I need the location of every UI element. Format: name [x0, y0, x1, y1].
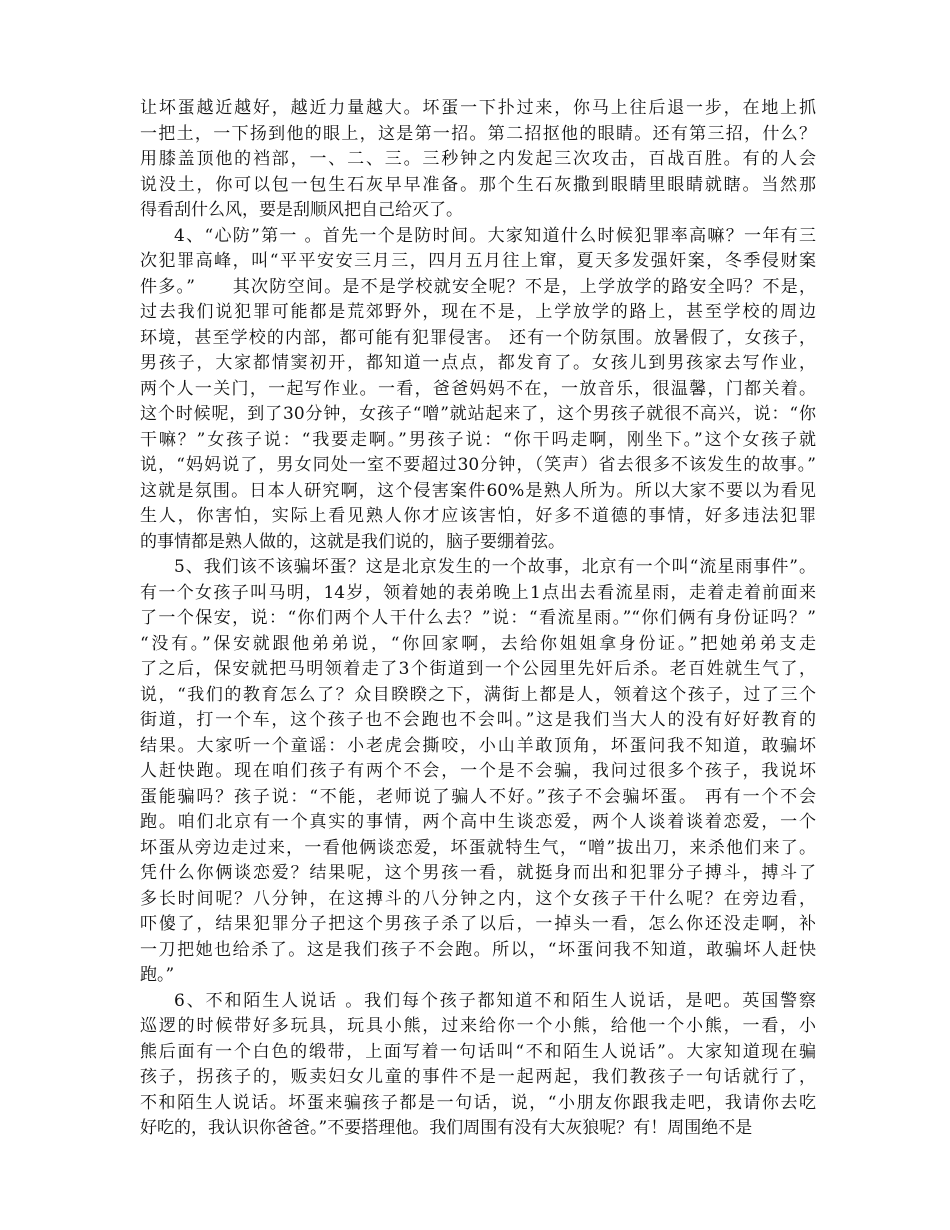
text-line: 多长时间呢？八分钟，在这搏斗的八分钟之内，这个女孩子干什么呢？在旁边看，	[140, 888, 816, 909]
text-line: 不和陌生人说话。坏蛋来骗孩子都是一句话，说，“小朋友你跟我走吧，我请你去吃	[140, 1092, 816, 1113]
text-line: 跑。”	[140, 965, 175, 985]
paragraph	[140, 555, 816, 989]
text-line: 一把土，一下扬到他的眼上，这是第一招。第二招抠他的眼睛。还有第三招，什么？	[140, 123, 816, 144]
text-line: 一刀把她也给杀了。这是我们孩子不会跑。所以，“坏蛋问我不知道，敢骗坏人赶快	[140, 939, 816, 960]
text-line: 生人，你害怕，实际上看见熟人你才应该害怕，好多不道德的事情，好多违法犯罪	[140, 506, 816, 526]
text-line: 说没土，你可以包一包生石灰早早准备。那个生石灰撒到眼睛里眼睛就瞎。当然那	[140, 174, 816, 195]
document-page	[140, 96, 816, 1142]
text-line: 5、我们该不该骗坏蛋？这是北京发生的一个故事，北京有一个叫“流星雨事件”。	[174, 557, 816, 577]
text-line: 巡逻的时候带好多玩具，玩具小熊，过来给你一个小熊，给他一个小熊，一看，小	[140, 1016, 816, 1036]
paragraph	[140, 989, 816, 1142]
text-line: 熊后面有一个白色的缎带，上面写着一句话叫“不和陌生人说话”。大家知道现在骗	[140, 1041, 816, 1062]
text-line: 男孩子，大家都情窦初开，都知道一点点，都发育了。女孩儿到男孩家去写作业，	[140, 353, 816, 373]
text-line: 人赶快跑。现在咱们孩子有两个不会，一个是不会骗，我问过很多个孩子，我说坏	[140, 761, 816, 781]
text-line: 这就是氛围。日本人研究啊，这个侵害案件60%是熟人所为。所以大家不要以为看见	[140, 480, 816, 501]
text-line: 吓傻了，结果犯罪分子把这个男孩子杀了以后，一掉头一看，怎么你还没走啊，补	[140, 914, 816, 934]
text-line: 了一个保安，说：“你们两个人干什么去？”说：“看流星雨。”“你们俩有身份证吗？”	[140, 608, 816, 628]
text-line: 孩子，拐孩子的，贩卖妇女儿童的事件不是一起两起，我们教孩子一句话就行了，	[140, 1067, 816, 1087]
text-line: 得看刮什么风，要是刮顺风把自己给灭了。	[140, 200, 463, 220]
text-line: 好吃的，我认识你爸爸。”不要搭理他。我们周围有没有大灰狼呢？有！周围绝不是	[140, 1118, 753, 1138]
text-line: 说，“我们的教育怎么了？众目睽睽之下，满街上都是人，领着这个孩子，过了三个	[140, 684, 816, 705]
text-line: “没有。”保安就跟他弟弟说，“你回家啊，去给你姐姐拿身份证。”把她弟弟支走	[140, 633, 816, 654]
text-line: 6、不和陌生人说话 。我们每个孩子都知道不和陌生人说话，是吧。英国警察	[174, 990, 816, 1011]
text-line: 两个人一关门，一起写作业。一看，爸爸妈妈不在，一放音乐，很温馨，门都关着。	[140, 378, 816, 399]
text-line: 用膝盖顶他的裆部，一、二、三。三秒钟之内发起三次攻击，百战百胜。有的人会	[140, 149, 816, 169]
text-line: 的事情都是熟人做的，这就是我们说的，脑子要绷着弦。	[140, 531, 565, 552]
text-line: 过去我们说犯罪可能都是荒郊野外，现在不是，上学放学的路上，甚至学校的周边	[140, 302, 816, 322]
text-line: 说，“妈妈说了，男女同处一室不要超过30分钟，（笑声）省去很多不该发生的故事。”	[140, 455, 816, 475]
paragraph	[140, 224, 816, 556]
text-line: 蛋能骗吗？孩子说：“不能，老师说了骗人不好。”孩子不会骗坏蛋。 再有一个不会	[140, 786, 816, 807]
text-line: 凭什么你俩谈恋爱？结果呢，这个男孩一看，就挺身而出和犯罪分子搏斗，搏斗了	[140, 863, 816, 883]
text-line: 这个时候呢，到了30分钟，女孩子“噌”就站起来了，这个男孩子就很不高兴，说：“你	[140, 404, 816, 424]
paragraph	[140, 96, 816, 224]
text-line: 了之后，保安就把马明领着走了3个街道到一个公园里先奸后杀。老百姓就生气了，	[140, 659, 816, 679]
text-line: 坏蛋从旁边走过来，一看他俩谈恋爱，坏蛋就特生气，“噌”拔出刀，来杀他们来了。	[140, 837, 816, 858]
text-line: 4、“心防”第一 。首先一个是防时间。大家知道什么时候犯罪率高嘛？一年有三	[174, 225, 816, 246]
text-line: 环境，甚至学校的内部，都可能有犯罪侵害。 还有一个防氛围。放暑假了，女孩子，	[140, 327, 816, 348]
text-line: 次犯罪高峰，叫“平平安安三月三，四月五月往上窜，夏天多发强奸案，冬季侵财案	[140, 251, 816, 271]
text-line: 跑。咱们北京有一个真实的事情，两个高中生谈恋爱，两个人谈着谈着恋爱，一个	[140, 812, 816, 832]
text-line: 让坏蛋越近越好，越近力量越大。坏蛋一下扑过来，你马上往后退一步，在地上抓	[140, 98, 816, 118]
text-line: 干嘛？”女孩子说：“我要走啊。”男孩子说：“你干吗走啊，刚坐下。”这个女孩子就	[140, 429, 816, 450]
text-line: 有一个女孩子叫马明，14岁，领着她的表弟晚上1点出去看流星雨，走着走着前面来	[140, 582, 816, 603]
text-line: 件多。” 其次防空间。是不是学校就安全呢？不是，上学放学的路安全吗？不是，	[140, 276, 816, 297]
text-line: 街道，打一个车，这个孩子也不会跑也不会叫。”这是我们当大人的没有好好教育的	[140, 710, 816, 730]
text-line: 结果。大家听一个童谣：小老虎会撕咬，小山羊敢顶角，坏蛋问我不知道，敢骗坏	[140, 735, 816, 756]
